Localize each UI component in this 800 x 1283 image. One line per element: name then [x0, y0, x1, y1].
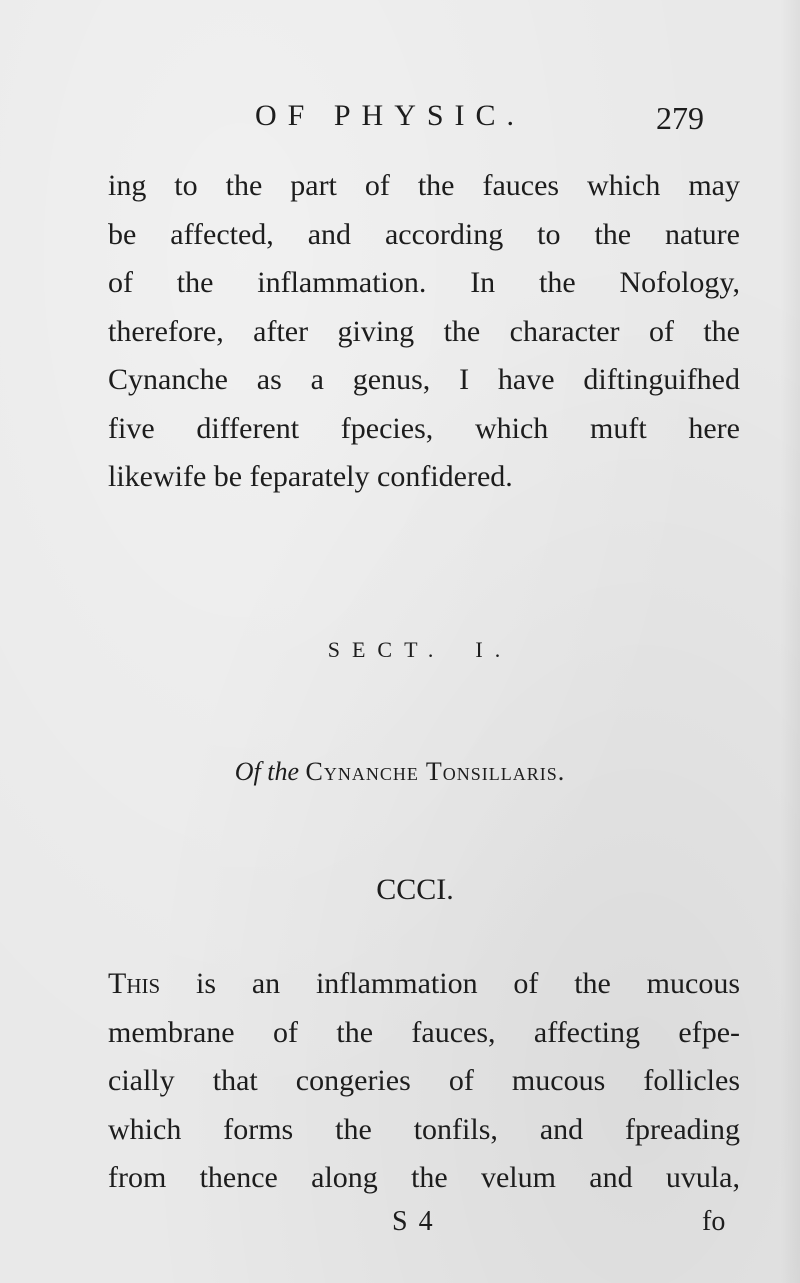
paragraph-article: [108, 960, 740, 1203]
section-label: [0, 632, 800, 668]
catchword: fo: [702, 1206, 726, 1237]
text-line-first: [108, 960, 740, 1009]
text-line: be affected, and according to the nature: [108, 217, 740, 251]
paragraph-continued: [108, 162, 740, 502]
sect-number: I.: [475, 637, 513, 662]
initial-small-caps-word: This: [108, 967, 161, 1000]
text-line: membrane of the fauces, affecting efpe-: [108, 1015, 740, 1049]
text-line: Cynanche as a genus, I have diftinguifhed: [108, 363, 740, 396]
page-number: 279: [656, 100, 704, 136]
running-head: [0, 96, 800, 146]
text-line: of the inflammation. In the Nofology,: [108, 266, 740, 299]
section-heading: [0, 752, 800, 792]
text-line: therefore, after giving the character of the: [108, 314, 740, 348]
text-line: cially that congeries of mucous follicles: [108, 1064, 740, 1097]
heading-disease-name: Cynanche Tonsillaris.: [305, 757, 566, 786]
text-line: five different fpecies, which muft here: [108, 411, 740, 445]
running-head-title: OF PHYSIC.: [255, 99, 526, 132]
page-edge-shadow: [780, 0, 800, 1283]
sect-word: SECT.: [327, 637, 446, 662]
first-line-rest: is an inflammation of the mucous: [160, 967, 740, 1000]
heading-italic-prefix: Of the: [234, 757, 299, 786]
text-line: likewife be feparately confidered.: [108, 460, 513, 493]
signature-mark: S 4: [392, 1206, 435, 1237]
text-line: ing to the part of the fauces which may: [108, 169, 740, 202]
text-line: from thence along the velum and uvula,: [108, 1161, 740, 1194]
text-line: which forms the tonfils, and fpreading: [108, 1112, 740, 1146]
article-number: CCCI.: [376, 873, 454, 906]
